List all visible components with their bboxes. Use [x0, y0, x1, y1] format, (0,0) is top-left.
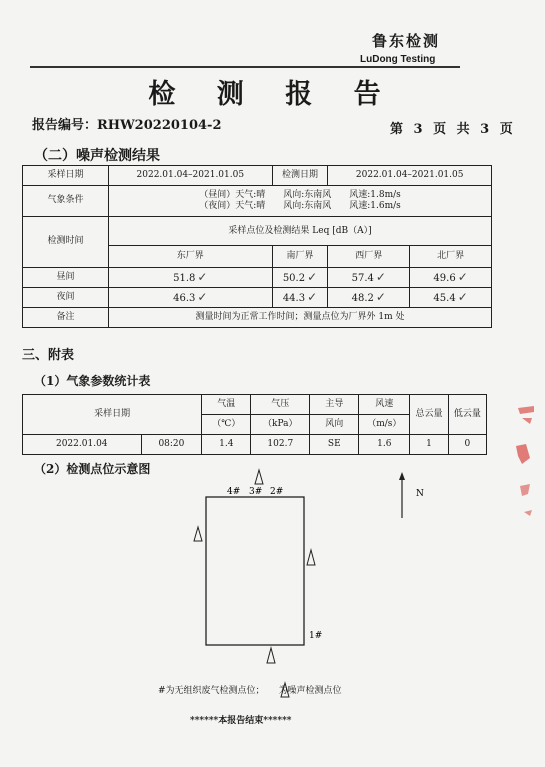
- col-date: 采样日期: [23, 395, 202, 435]
- point-label-3: 3#: [249, 487, 263, 497]
- weather-night: （夜间）天气:晴 风向:东南风 风速:1.6m/s: [199, 201, 401, 211]
- cell-date: 2022.01.04: [23, 435, 142, 455]
- cell-low-cloud: 0: [448, 435, 486, 455]
- col-total-cloud: 总云量: [410, 395, 448, 435]
- sampling-date-value: 2022.01.04–2021.01.05: [109, 166, 273, 186]
- site-boundary: [206, 497, 304, 645]
- cell-temp: 1.4: [202, 435, 251, 455]
- seal-stamp-icon: [508, 400, 538, 520]
- north-label: N: [416, 489, 424, 499]
- page-info: 第 3 页 共 3 页: [390, 122, 513, 137]
- checkmark-icon: ✓: [457, 289, 468, 304]
- col-low-cloud: 低云量: [448, 395, 486, 435]
- noise-value: 45.4: [433, 292, 456, 304]
- brand-name-en: LuDong Testing: [360, 54, 436, 65]
- noise-value: 51.8: [173, 272, 196, 284]
- noise-point-south-icon: [267, 648, 275, 663]
- point-label-2: 2#: [270, 487, 284, 497]
- col-temp-unit: （℃）: [202, 415, 251, 435]
- col-wind-speed: 风速: [359, 395, 410, 415]
- row-label-night: 夜间: [23, 288, 109, 308]
- report-end: ******本报告结束******: [190, 716, 292, 726]
- weather-day: （昼间）天气:晴 风向:东南风 风速:1.8m/s: [199, 189, 401, 200]
- cell-time: 08:20: [141, 435, 202, 455]
- noise-value: 48.2: [351, 292, 374, 304]
- checkmark-icon: ✓: [375, 289, 386, 304]
- diagram-legend: [158, 683, 342, 696]
- col-temp: 气温: [202, 395, 251, 415]
- weather-table-heading: （1）气象参数统计表: [34, 374, 151, 388]
- test-date-value: 2022.01.04–2021.01.05: [328, 166, 492, 186]
- column-header: 南厂界: [272, 246, 328, 268]
- noise-value: 46.3: [173, 292, 196, 304]
- time-label: 检测时间: [23, 217, 109, 268]
- cell-pressure: 102.7: [251, 435, 310, 455]
- remark-label: 备注: [23, 308, 109, 328]
- remark-text: 测量时间为正常工作时间；测量点位为厂界外 1m 处: [109, 308, 492, 328]
- noise-point-west-icon: [194, 527, 202, 541]
- noise-value: 50.2: [282, 272, 306, 284]
- noise-value: 49.6: [433, 272, 456, 284]
- checkmark-icon: ✓: [457, 269, 468, 284]
- checkmark-icon: ✓: [307, 269, 318, 284]
- noise-value: 44.3: [282, 292, 306, 304]
- checkmark-icon: ✓: [375, 269, 386, 284]
- test-date-label: 检测日期: [272, 166, 328, 186]
- sampling-date-label: 采样日期: [23, 166, 109, 186]
- legend-triangle-text: 为噪声检测点位: [278, 686, 342, 696]
- col-wind-dir: 主导: [310, 395, 359, 415]
- noise-point-north-icon: [255, 470, 263, 484]
- column-header: 东厂界: [109, 246, 273, 268]
- point-label-4: 4#: [227, 487, 241, 497]
- checkmark-icon: ✓: [197, 269, 208, 284]
- col-pressure: 气压: [251, 395, 310, 415]
- brand-name-cn: 鲁东检测: [372, 32, 441, 50]
- noise-value: 57.4: [351, 272, 374, 284]
- north-arrowhead-icon: [399, 472, 405, 480]
- col-wind-dir-2: 风向: [310, 415, 359, 435]
- diagram-heading: （2）检测点位示意图: [34, 462, 151, 476]
- cell-total-cloud: 1: [410, 435, 448, 455]
- column-header: 西厂界: [328, 246, 410, 268]
- col-wind-speed-unit: （m/s）: [359, 415, 410, 435]
- report-number: 报告编号：RHW20220104-2: [32, 118, 222, 133]
- result-caption: 采样点位及检测结果 Leq [dB（A）]: [109, 217, 492, 246]
- row-label-day: 昼间: [23, 268, 109, 288]
- col-pressure-unit: （kPa）: [251, 415, 310, 435]
- cell-wind-speed: 1.6: [359, 435, 410, 455]
- column-header: 北厂界: [410, 246, 492, 268]
- noise-section-heading: （二）噪声检测结果: [34, 148, 160, 164]
- noise-point-east-icon: [307, 550, 315, 565]
- legend-hash-text: #为无组织废气检测点位；: [158, 686, 265, 696]
- checkmark-icon: ✓: [307, 289, 318, 304]
- report-title: 检 测 报 告: [148, 79, 397, 110]
- weather-label: 气象条件: [23, 186, 109, 217]
- attachment-heading: 三、附表: [22, 348, 75, 363]
- point-label-1: 1#: [309, 631, 323, 641]
- cell-wind-dir: SE: [310, 435, 359, 455]
- checkmark-icon: ✓: [197, 289, 208, 304]
